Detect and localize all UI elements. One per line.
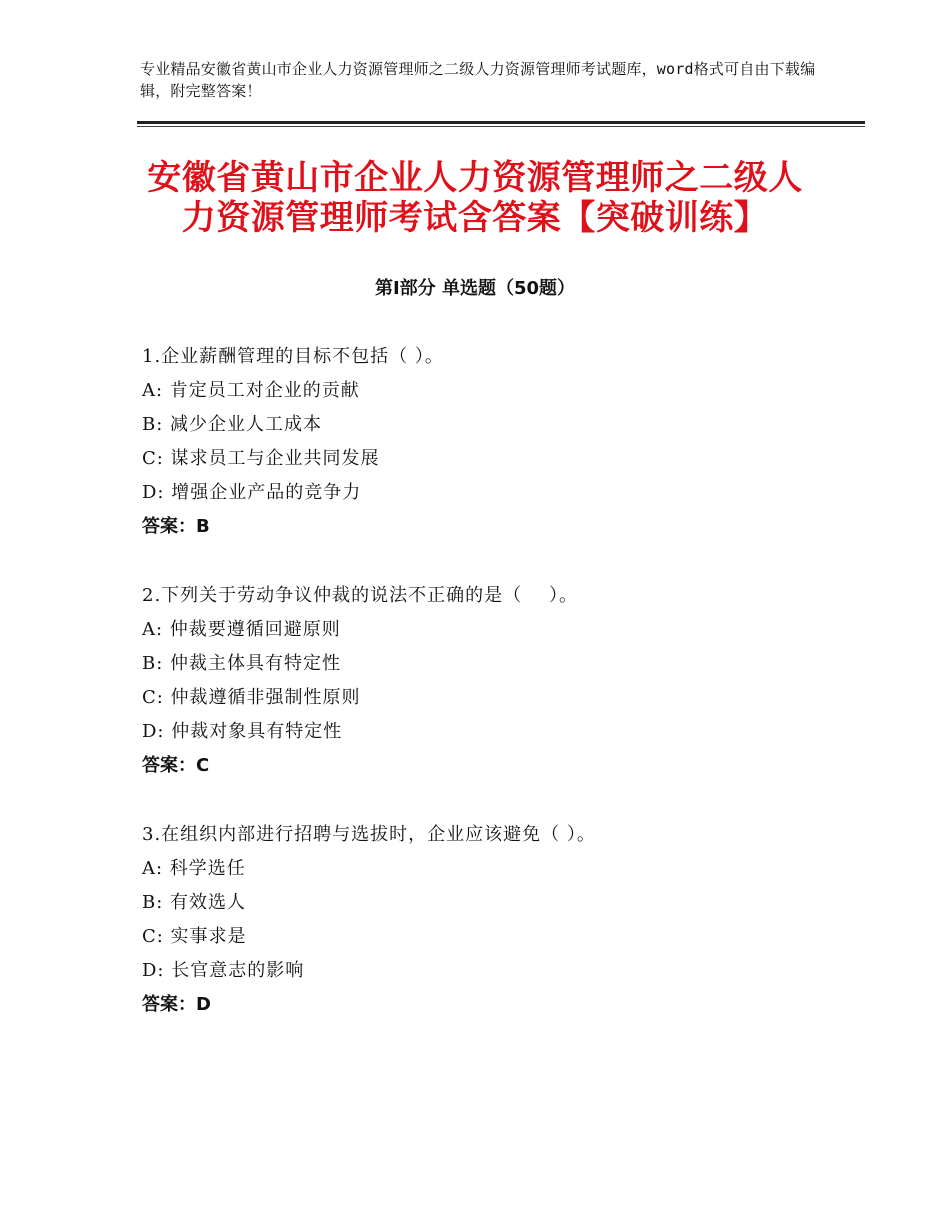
option-b: B: 有效选人	[142, 892, 247, 913]
question-2	[142, 579, 842, 783]
header-note: 专业精品安徽省黄山市企业人力资源管理师之二级人力资源管理师考试题库，word格式可自由下载编辑，附完整答案！	[140, 60, 816, 100]
option-a: A: 科学选任	[142, 858, 246, 879]
answer: 答案：D	[142, 994, 211, 1015]
header-rule-thick	[137, 121, 865, 124]
section-heading: 第Ⅰ部分 单选题（50题）	[374, 278, 575, 299]
option-b: B: 减少企业人工成本	[142, 414, 323, 435]
option-a: A: 肯定员工对企业的贡献	[142, 380, 360, 401]
option-c: C: 谋求员工与企业共同发展	[142, 448, 380, 469]
option-c: C: 实事求是	[142, 926, 247, 947]
question-1	[142, 340, 842, 544]
option-d: D: 长官意志的影响	[142, 960, 305, 981]
answer: 答案：B	[142, 516, 210, 537]
option-c: C: 仲裁遵循非强制性原则	[142, 687, 361, 708]
option-d: D: 仲裁对象具有特定性	[142, 721, 343, 742]
question-stem: 2.下列关于劳动争议仲裁的说法不正确的是（ ）。	[142, 585, 579, 606]
question-stem: 3.在组织内部进行招聘与选拔时，企业应该避免（ ）。	[142, 824, 596, 845]
question-3	[142, 818, 842, 1022]
question-stem: 1.企业薪酬管理的目标不包括（ ）。	[142, 346, 444, 367]
header-rule-thin	[137, 126, 865, 127]
title-line-2: 力资源管理师考试含答案【突破训练】	[181, 198, 769, 238]
answer: 答案：C	[142, 755, 210, 776]
option-d: D: 增强企业产品的竞争力	[142, 482, 362, 503]
document-title	[130, 158, 820, 238]
option-a: A: 仲裁要遵循回避原则	[142, 619, 341, 640]
title-line-1: 安徽省黄山市企业人力资源管理师之二级人	[147, 158, 803, 198]
option-b: B: 仲裁主体具有特定性	[142, 653, 342, 674]
